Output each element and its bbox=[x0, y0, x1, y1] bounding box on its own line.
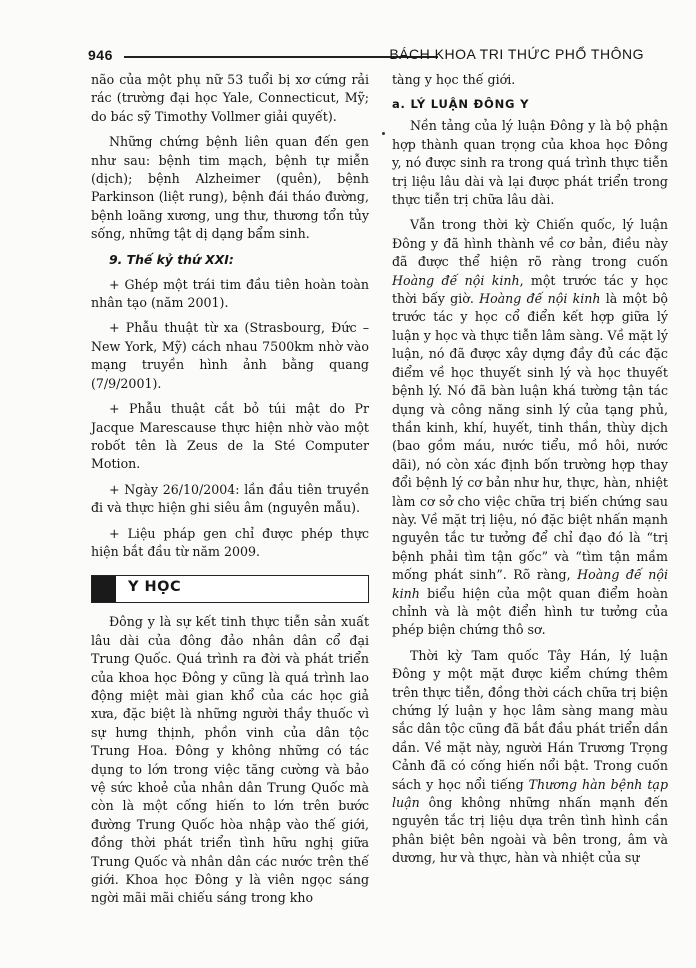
text-run: biểu hiện của một quan điểm hoàn chỉnh và là một điển hình tư tưởng của phép biện chứng thô sơ. bbox=[392, 585, 668, 638]
banner-block-icon bbox=[92, 576, 116, 602]
paragraph: Những chứng bệnh liên quan đến gen như sau: bệnh tim mạch, bệnh tự miễn (dịch); bệnh Alzheimer (quên), bệnh Parkinson (liệt rung), bệnh đái tháo đường, bệnh loãng xương, ung thư, thương tổn tủy sống, những tật dị dạng bẩm sinh. bbox=[91, 134, 369, 242]
paragraph: não của một phụ nữ 53 tuổi bị xơ cứng rải rác (trường đại học Yale, Connecticut, Mỹ; do bác sỹ Timothy Vollmer giải quyết). bbox=[91, 72, 369, 124]
book-title: Hoàng đế nội kinh bbox=[392, 567, 668, 601]
right-column bbox=[392, 71, 668, 868]
text-run: , một trước tác y học thời bấy giờ. bbox=[392, 272, 668, 307]
text-run: ông không những nhấn mạnh đến nguyên tắc trị liệu dựa trên tình hình cần phân biệt bên ngoài và bên trong, âm và dương, hư và thực, hàn và nhiệt của sự bbox=[392, 795, 668, 866]
stray-dot bbox=[382, 132, 385, 135]
list-item: + Phẫu thuật cắt bỏ túi mật do Pr Jacque Marescause thực hiện nhờ vào một robốt tên là Zeus de la Sté Computer Motion. bbox=[91, 401, 369, 472]
list-item: + Liệu pháp gen chỉ được phép thực hiện bắt đầu từ năm 2009. bbox=[91, 525, 369, 559]
running-title: BÁCH KHOA TRI THỨC PHỔ THÔNG bbox=[389, 46, 644, 62]
text-run: Vẫn trong thời kỳ Chiến quốc, lý luận Đông y đã hình thành về cơ bản, điều này đã được thể hiện rõ ràng trong cuốn bbox=[392, 217, 668, 270]
list-item: + Ghép một trái tim đầu tiên hoàn toàn nhân tạo (năm 2001). bbox=[91, 276, 369, 311]
section-banner bbox=[91, 575, 369, 603]
left-column bbox=[91, 71, 369, 908]
book-title: Hoàng đế nội kinh bbox=[479, 291, 601, 307]
page-number: 946 bbox=[88, 47, 113, 63]
paragraph bbox=[392, 647, 668, 868]
list-item: + Phẫu thuật từ xa (Strasbourg, Đức – New York, Mỹ) cách nhau 7500km nhờ vào mạng truyền hình ảnh bằng quang (7/9/2001). bbox=[91, 320, 369, 391]
book-title: Thương hàn bệnh tạp luận bbox=[392, 776, 669, 811]
text-run: là một bộ trước tác y học cổ điển kết hợp giữa lý luận y học và thực tiễn lâm sàng. Về mặt lý luận, nó đã được xây dựng đầy đủ các đặc điểm về học thuyết sinh lý và học thuyết bệnh lý. Nó đã bàn luận khá tường tận tác dụng và công năng sinh lý của tạng phủ, thần kinh, khí, huyết, tinh thần, thùy dịch (bao gồm máu, nước tiểu, mồ hôi, nước dãi), nó còn xác định bốn trường hợp thay đổi bệnh lý cơ bản như hư, thực, hàn, nhiệt làm cơ sở cho việc chữa trị biến chứng sau này. Về mặt trị liệu, nó đặc biệt nhấn mạnh nguyên tắc tư tưởng để chỉ đạo đó là “trị bệnh phải tìm tận gốc” và “tìm tận mầm mống phát sinh”. Rõ ràng, bbox=[392, 291, 668, 583]
subsection-heading: a. LÝ LUẬN ĐÔNG Y bbox=[392, 97, 530, 112]
list-item: + Ngày 26/10/2004: lần đầu tiên truyền đi và thực hiện ghi siêu âm (nguyên mẫu). bbox=[91, 481, 369, 516]
text-run: Thời kỳ Tam quốc Tây Hán, lý luận Đông y một mặt được kiểm chứng thêm trên thực tiễn, đồng thời cách chữa trị biện chứng lý luận y học lâm sàng mang màu sắc dân tộc cũng đã bắt đầu phát triển dần dần. Về mặt này, người Hán Trương Trọng Cảnh đã có cống hiến nổi bật. Trong cuốn sách y học nổi tiếng bbox=[392, 647, 668, 792]
paragraph: tàng y học thế giới. bbox=[392, 72, 516, 87]
paragraph: Nền tảng của lý luận Đông y là bộ phận hợp thành quan trọng của khoa học Đông y, nó được sinh ra trong quá trình thực tiễn trị liệu lâu dài và lại được phát triển trong thực tiễn trị chữa lâu dài. bbox=[392, 118, 668, 208]
book-title: Hoàng đế nội kinh bbox=[392, 272, 520, 288]
section-title: Y HỌC bbox=[128, 579, 182, 596]
paragraph bbox=[392, 216, 668, 639]
paragraph: Đông y là sự kết tinh thực tiễn sản xuất lâu dài của đông đảo nhân dân cổ đại Trung Quốc. Quá trình ra đời và phát triển của khoa học Đông y cũng là quá trình lao động miệt mài gian khổ của các học giả xưa, đặc biệt là những người thầy thuốc vì sự hưng thịnh, phồn vinh của dân tộc Trung Hoa. Đông y không những có tác dụng to lớn trong việc tăng cường và bảo vệ sức khoẻ của nhân dân Trung Quốc mà còn là một cống hiến to lớn trên bước đường Trung Quốc hòa nhập vào thế giới, đồng thời phát triển tình hữu nghị giữa Trung Quốc và nhân dân các nước trên thế giới. Khoa học Đông y là viên ngọc sáng ngời mãi mãi chiếu sáng trong kho bbox=[91, 614, 369, 906]
section-heading-21st-century: 9. Thế kỷ thứ XXI: bbox=[109, 251, 234, 267]
